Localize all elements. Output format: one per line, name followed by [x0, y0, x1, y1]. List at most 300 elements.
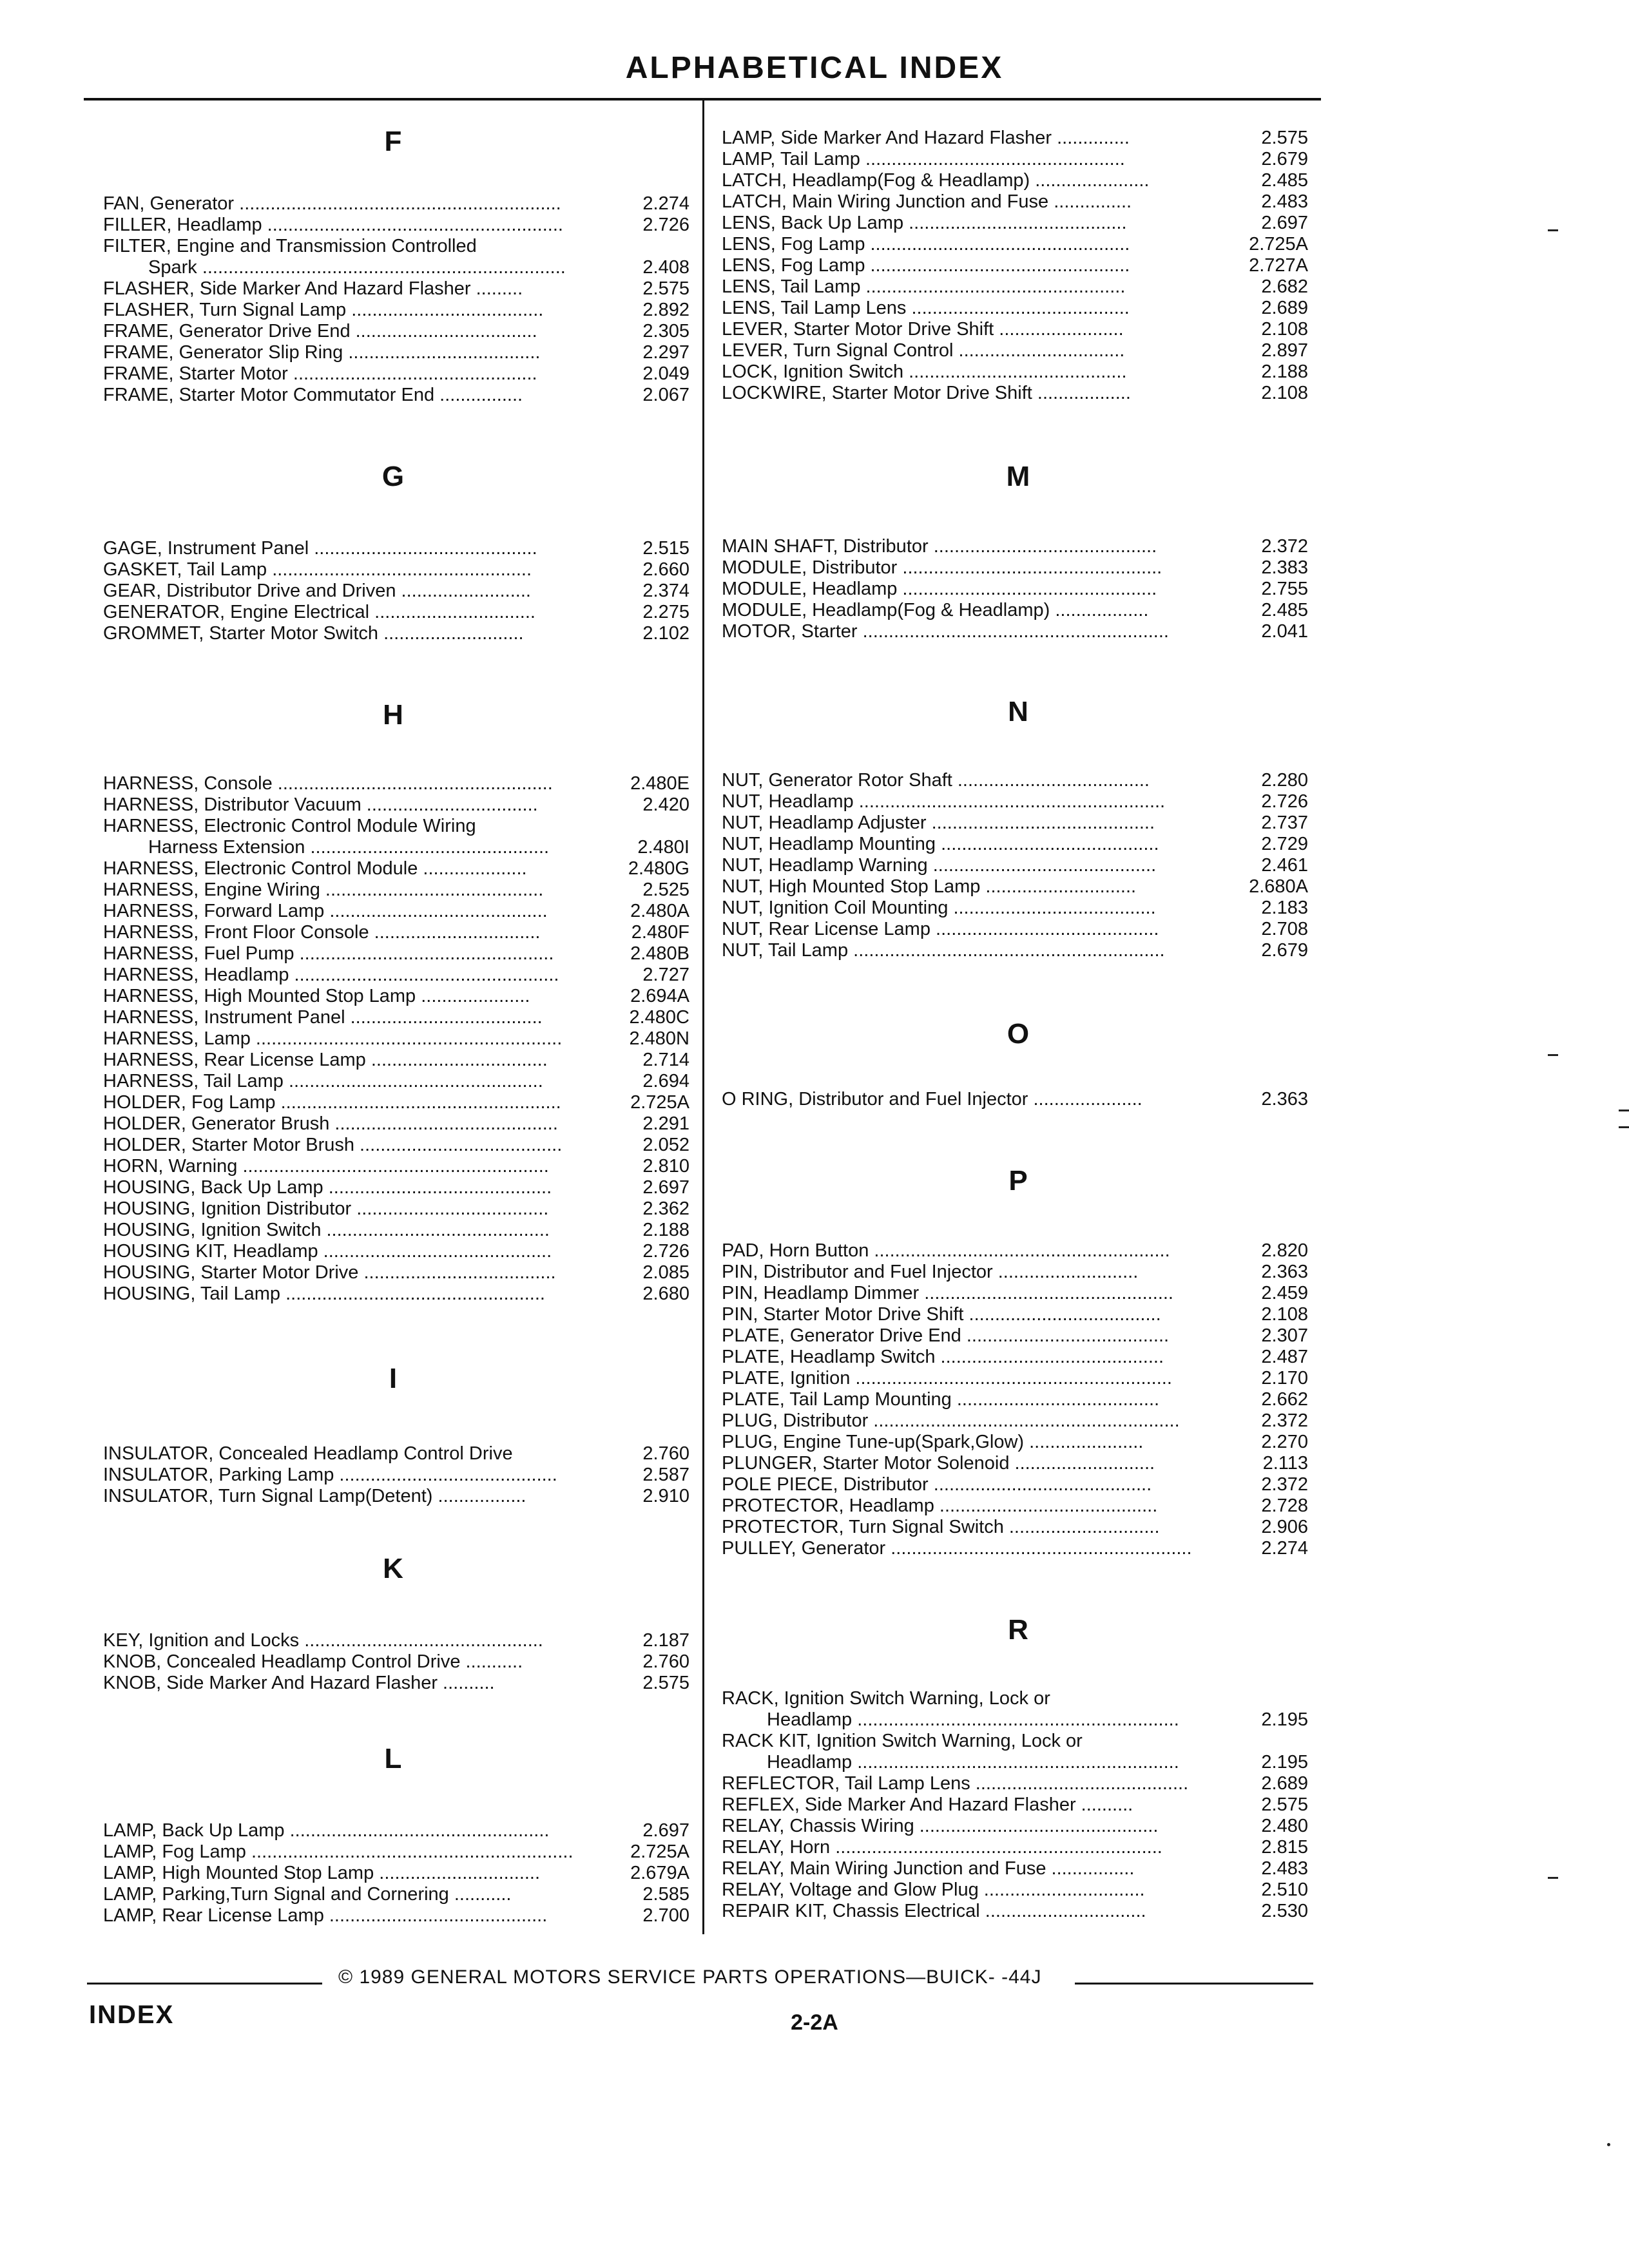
- section-letter: F: [384, 126, 402, 157]
- entry-page-ref: 2.085: [642, 1262, 689, 1283]
- entry-page-ref: 2.575: [642, 278, 689, 299]
- entry-page-ref: 2.587: [642, 1465, 689, 1485]
- entry-page-ref: 2.820: [1261, 1240, 1308, 1261]
- section-letter: H: [383, 699, 403, 731]
- index-entry: [103, 858, 689, 879]
- entry-page-ref: 2.575: [642, 1673, 689, 1693]
- entry-page-ref: 2.408: [642, 257, 689, 278]
- entry-page-ref: 2.725A: [1249, 234, 1308, 255]
- entry-label: HOLDER, Starter Motor Brush .......................................: [103, 1135, 563, 1155]
- entry-label: HARNESS, Electronic Control Module Wiring: [103, 816, 476, 836]
- entry-label: INSULATOR, Parking Lamp ..........................................: [103, 1465, 557, 1485]
- index-list: [722, 1688, 1308, 1922]
- entry-label: NUT, Tail Lamp ............................................................: [722, 940, 1165, 961]
- index-entry: [722, 170, 1308, 191]
- entry-page-ref: 2.910: [642, 1486, 689, 1506]
- dot-mark: [1607, 2143, 1610, 2146]
- entry-label: PIN, Headlamp Dimmer ................................................: [722, 1283, 1173, 1303]
- entry-page-ref: 2.487: [1261, 1347, 1308, 1367]
- index-entry: [722, 1773, 1308, 1794]
- section-letter: O: [1007, 1018, 1030, 1050]
- entry-page-ref: 2.662: [1261, 1389, 1308, 1410]
- index-entry: [103, 901, 689, 922]
- edge-mark: [1548, 1877, 1558, 1879]
- index-entry: [722, 579, 1308, 600]
- index-entry: [722, 1731, 1186, 1752]
- entry-label: RELAY, Chassis Wiring ..............................................: [722, 1816, 1159, 1836]
- entry-label: HARNESS, Instrument Panel .....................................: [103, 1007, 543, 1028]
- entry-page-ref: 2.679: [1261, 149, 1308, 169]
- entry-page-ref: 2.280: [1261, 770, 1308, 791]
- entry-page-ref: 2.725A: [630, 1841, 689, 1862]
- entry-label: MOTOR, Starter ...........................................................: [722, 621, 1169, 642]
- section-letter: I: [389, 1363, 398, 1394]
- index-entry: [103, 1262, 689, 1283]
- entry-label: LAMP, Back Up Lamp ..................................................: [103, 1820, 550, 1841]
- entry-label: RELAY, Main Wiring Junction and Fuse ................: [722, 1858, 1135, 1879]
- entry-label: HARNESS, High Mounted Stop Lamp .....................: [103, 986, 530, 1006]
- entry-page-ref: 2.575: [1261, 1794, 1308, 1815]
- entry-label: HARNESS, Forward Lamp ..........................................: [103, 901, 548, 921]
- entry-label: HOUSING, Back Up Lamp ...........................................: [103, 1177, 552, 1198]
- entry-label: HARNESS, Front Floor Console ................................: [103, 922, 541, 943]
- index-entry: [103, 257, 689, 278]
- index-entry: [103, 1863, 689, 1884]
- entry-label: MODULE, Distributor ..................................................: [722, 557, 1162, 578]
- entry-page-ref: 2.291: [642, 1113, 689, 1134]
- index-entry: [722, 1495, 1308, 1517]
- entry-label: NUT, Ignition Coil Mounting .......................................: [722, 898, 1156, 918]
- entry-label: GENERATOR, Engine Electrical ...............................: [103, 602, 535, 622]
- entry-page-ref: 2.679: [1261, 940, 1308, 961]
- index-entry: [103, 1050, 689, 1071]
- index-entry: [722, 876, 1308, 898]
- entry-label: GASKET, Tail Lamp ..................................................: [103, 559, 532, 580]
- entry-page-ref: 2.725A: [630, 1092, 689, 1113]
- entry-label: FILLER, Headlamp .........................................................: [103, 215, 563, 235]
- entry-page-ref: 2.689: [1261, 1773, 1308, 1794]
- entry-label: HARNESS, Electronic Control Module ....................: [103, 858, 527, 879]
- index-list: [103, 1630, 689, 1694]
- index-entry: [103, 215, 689, 236]
- footer-rule-left: [87, 1983, 322, 1984]
- entry-page-ref: 2.459: [1261, 1283, 1308, 1303]
- entry-page-ref: 2.188: [1261, 361, 1308, 382]
- entry-page-ref: 2.660: [642, 559, 689, 580]
- edge-mark: [1548, 229, 1558, 231]
- entry-label: INSULATOR, Turn Signal Lamp(Detent) .................: [103, 1486, 526, 1506]
- index-entry: [103, 1673, 689, 1694]
- index-entry: [103, 1283, 689, 1305]
- section-letter: G: [381, 461, 405, 492]
- entry-label: NUT, Headlamp Adjuster ...........................................: [722, 812, 1155, 833]
- index-entry: [722, 898, 1308, 919]
- entry-page-ref: 2.363: [1261, 1089, 1308, 1110]
- edge-mark: [1548, 1054, 1558, 1056]
- entry-page-ref: 2.480G: [628, 858, 689, 879]
- entry-label: LOCK, Ignition Switch ..........................................: [722, 361, 1127, 382]
- entry-label: LENS, Fog Lamp ..................................................: [722, 234, 1130, 255]
- entry-label: Harness Extension ..............................................: [148, 837, 550, 858]
- index-entry: [722, 1089, 1308, 1110]
- index-entry: [722, 298, 1308, 319]
- index-entry: [722, 276, 1308, 298]
- index-entry: [722, 1538, 1308, 1559]
- entry-label: LEVER, Turn Signal Control ................................: [722, 340, 1125, 361]
- index-entry: [103, 922, 689, 943]
- entry-page-ref: 2.697: [1261, 213, 1308, 233]
- entry-page-ref: 2.815: [1261, 1837, 1308, 1858]
- entry-label: NUT, Headlamp ...........................................................: [722, 791, 1166, 812]
- index-entry: [103, 1113, 689, 1135]
- entry-label: RACK, Ignition Switch Warning, Lock or: [722, 1688, 1050, 1709]
- entry-label: HOUSING, Ignition Switch ...........................................: [103, 1220, 550, 1240]
- entry-label: HOUSING, Starter Motor Drive .....................................: [103, 1262, 556, 1283]
- index-entry: [103, 837, 689, 858]
- index-entry: [103, 559, 689, 581]
- index-entry: [103, 1071, 689, 1092]
- index-entry: [103, 193, 689, 215]
- index-entry: [722, 1325, 1308, 1347]
- index-entry: [103, 1241, 689, 1262]
- entry-label: REFLEX, Side Marker And Hazard Flasher ..........: [722, 1794, 1133, 1815]
- entry-label: PLATE, Generator Drive End .......................................: [722, 1325, 1170, 1346]
- index-list: [722, 536, 1308, 642]
- entry-page-ref: 2.108: [1261, 319, 1308, 340]
- page-title: ALPHABETICAL INDEX: [625, 51, 1004, 85]
- index-entry: [722, 1432, 1308, 1453]
- entry-label: GROMMET, Starter Motor Switch ...........................: [103, 623, 524, 644]
- index-entry: [103, 1630, 689, 1651]
- entry-label: O RING, Distributor and Fuel Injector .....................: [722, 1089, 1142, 1110]
- index-list: [722, 770, 1308, 961]
- index-entry: [722, 128, 1308, 149]
- entry-page-ref: 2.679A: [630, 1863, 689, 1883]
- entry-page-ref: 2.383: [1261, 557, 1308, 578]
- index-list: [103, 538, 689, 644]
- index-entry: [722, 1794, 1308, 1816]
- index-entry: [103, 965, 689, 986]
- index-entry: [103, 278, 689, 300]
- entry-page-ref: 2.195: [1261, 1752, 1308, 1773]
- entry-page-ref: 2.067: [642, 385, 689, 405]
- entry-page-ref: 2.726: [642, 215, 689, 235]
- entry-label: PLUG, Engine Tune-up(Spark,Glow) ......................: [722, 1432, 1144, 1452]
- index-entry: [722, 1752, 1308, 1773]
- entry-page-ref: 2.041: [1261, 621, 1308, 642]
- index-list: [722, 128, 1308, 404]
- entry-label: LENS, Tail Lamp ..................................................: [722, 276, 1126, 297]
- entry-page-ref: 2.728: [1261, 1495, 1308, 1516]
- index-entry: [103, 1156, 689, 1177]
- entry-page-ref: 2.483: [1261, 1858, 1308, 1879]
- entry-label: HOUSING KIT, Headlamp ............................................: [103, 1241, 552, 1262]
- entry-page-ref: 2.195: [1261, 1709, 1308, 1730]
- entry-page-ref: 2.183: [1261, 898, 1308, 918]
- index-entry: [722, 1474, 1308, 1495]
- index-entry: [103, 538, 689, 559]
- entry-label: Spark ......................................................................: [148, 257, 566, 278]
- index-entry: [722, 536, 1308, 557]
- index-entry: [103, 986, 689, 1007]
- page-number: 2-2A: [791, 2010, 838, 2035]
- section-letter: N: [1008, 696, 1028, 727]
- entry-page-ref: 2.108: [1261, 383, 1308, 403]
- entry-page-ref: 2.810: [642, 1156, 689, 1177]
- index-entry: [103, 321, 689, 342]
- entry-page-ref: 2.714: [642, 1050, 689, 1070]
- index-entry: [103, 623, 689, 644]
- index-entry: [103, 602, 689, 623]
- entry-label: FLASHER, Side Marker And Hazard Flasher .........: [103, 278, 523, 299]
- entry-label: REPAIR KIT, Chassis Electrical ...............................: [722, 1901, 1146, 1921]
- entry-label: REFLECTOR, Tail Lamp Lens .........................................: [722, 1773, 1189, 1794]
- index-entry: [103, 385, 689, 406]
- entry-page-ref: 2.113: [1262, 1453, 1308, 1474]
- entry-label: PAD, Horn Button .........................................................: [722, 1240, 1170, 1261]
- section-letter: K: [383, 1553, 403, 1584]
- index-entry: [722, 600, 1308, 621]
- index-list: [103, 773, 689, 1305]
- entry-label: FRAME, Starter Motor Commutator End ................: [103, 385, 523, 405]
- entry-label: KNOB, Side Marker And Hazard Flasher ..........: [103, 1673, 495, 1693]
- index-entry: [103, 879, 689, 901]
- footer-rule-right: [1075, 1983, 1313, 1984]
- entry-page-ref: 2.897: [1261, 340, 1308, 361]
- index-entry: [722, 1389, 1308, 1410]
- index-entry: [103, 1028, 689, 1050]
- entry-page-ref: 2.372: [1261, 1410, 1308, 1431]
- index-entry: [722, 940, 1308, 961]
- edge-mark: [1619, 1126, 1629, 1128]
- entry-page-ref: 2.708: [1261, 919, 1308, 939]
- index-entry: [722, 1837, 1308, 1858]
- entry-label: HARNESS, Headlamp ...................................................: [103, 965, 559, 985]
- entry-page-ref: 2.737: [1261, 812, 1308, 833]
- edge-mark: [1619, 1110, 1629, 1111]
- entry-page-ref: 2.729: [1261, 834, 1308, 854]
- entry-page-ref: 2.700: [642, 1905, 689, 1926]
- entry-label: MAIN SHAFT, Distributor ...........................................: [722, 536, 1157, 557]
- entry-page-ref: 2.305: [642, 321, 689, 341]
- entry-label: LAMP, Rear License Lamp ..........................................: [103, 1905, 548, 1926]
- entry-page-ref: 2.049: [642, 363, 689, 384]
- entry-label: HOUSING, Tail Lamp ..................................................: [103, 1283, 545, 1304]
- entry-label: NUT, High Mounted Stop Lamp .............................: [722, 876, 1137, 897]
- entry-page-ref: 2.726: [642, 1241, 689, 1262]
- footer-copyright: © 1989 GENERAL MOTORS SERVICE PARTS OPERATIONS—BUICK- -44J: [338, 1966, 1042, 1988]
- entry-page-ref: 2.270: [1261, 1432, 1308, 1452]
- index-entry: [103, 581, 689, 602]
- entry-page-ref: 2.892: [642, 300, 689, 320]
- entry-label: MODULE, Headlamp(Fog & Headlamp) ..................: [722, 600, 1149, 620]
- entry-label: HARNESS, Engine Wiring ..........................................: [103, 879, 544, 900]
- index-entry: [722, 1816, 1308, 1837]
- entry-label: LENS, Tail Lamp Lens ..........................................: [722, 298, 1130, 318]
- section-letter: M: [1006, 461, 1030, 492]
- entry-page-ref: 2.480N: [629, 1028, 689, 1049]
- entry-page-ref: 2.515: [642, 538, 689, 559]
- entry-page-ref: 2.480B: [630, 943, 689, 964]
- index-entry: [722, 1410, 1308, 1432]
- entry-label: PIN, Starter Motor Drive Shift .....................................: [722, 1304, 1161, 1325]
- entry-label: FILTER, Engine and Transmission Controlled: [103, 236, 477, 256]
- entry-label: FLASHER, Turn Signal Lamp .....................................: [103, 300, 544, 320]
- entry-label: LENS, Back Up Lamp ..........................................: [722, 213, 1127, 233]
- index-list: [103, 193, 689, 406]
- entry-page-ref: 2.480F: [631, 922, 689, 943]
- entry-label: LAMP, Parking,Turn Signal and Cornering ...........: [103, 1884, 512, 1905]
- entry-page-ref: 2.187: [642, 1630, 689, 1651]
- entry-label: FRAME, Generator Drive End ...................................: [103, 321, 537, 341]
- entry-label: KEY, Ignition and Locks ..............................................: [103, 1630, 543, 1651]
- entry-page-ref: 2.760: [642, 1443, 689, 1464]
- entry-label: INSULATOR, Concealed Headlamp Control Drive: [103, 1443, 513, 1464]
- entry-label: GAGE, Instrument Panel ...........................................: [103, 538, 537, 559]
- index-entry: [103, 300, 689, 321]
- index-entry: [722, 1453, 1308, 1474]
- entry-label: NUT, Generator Rotor Shaft .....................................: [722, 770, 1150, 791]
- entry-page-ref: 2.760: [642, 1651, 689, 1672]
- index-entry: [722, 812, 1308, 834]
- entry-page-ref: 2.485: [1261, 600, 1308, 620]
- index-entry: [103, 236, 689, 257]
- entry-page-ref: 2.680: [642, 1283, 689, 1304]
- entry-label: LENS, Fog Lamp ..................................................: [722, 255, 1130, 276]
- entry-label: HARNESS, Tail Lamp .................................................: [103, 1071, 543, 1091]
- entry-label: LAMP, Tail Lamp ..................................................: [722, 149, 1125, 169]
- entry-label: HORN, Warning ...........................................................: [103, 1156, 549, 1177]
- entry-label: PLUNGER, Starter Motor Solenoid ...........................: [722, 1453, 1155, 1474]
- index-entry: [722, 1283, 1308, 1304]
- entry-page-ref: 2.108: [1261, 1304, 1308, 1325]
- section-letter: P: [1008, 1165, 1028, 1196]
- entry-page-ref: 2.694: [642, 1071, 689, 1091]
- entry-page-ref: 2.274: [642, 193, 689, 214]
- entry-page-ref: 2.680A: [1249, 876, 1308, 897]
- entry-page-ref: 2.480I: [637, 837, 689, 858]
- entry-label: PIN, Distributor and Fuel Injector ...........................: [722, 1262, 1139, 1282]
- index-entry: [103, 1007, 689, 1028]
- entry-label: LATCH, Main Wiring Junction and Fuse ...............: [722, 191, 1132, 212]
- entry-page-ref: 2.727: [642, 965, 689, 985]
- index-entry: [103, 342, 689, 363]
- entry-page-ref: 2.372: [1261, 536, 1308, 557]
- entry-label: PROTECTOR, Headlamp ..........................................: [722, 1495, 1158, 1516]
- entry-page-ref: 2.275: [642, 602, 689, 622]
- entry-page-ref: 2.694A: [630, 986, 689, 1006]
- entry-label: PROTECTOR, Turn Signal Switch .............................: [722, 1517, 1160, 1537]
- index-entry: [103, 1841, 689, 1863]
- entry-page-ref: 2.682: [1261, 276, 1308, 297]
- entry-label: HOLDER, Generator Brush ...........................................: [103, 1113, 558, 1134]
- index-entry: [722, 1901, 1308, 1922]
- entry-label: GEAR, Distributor Drive and Driven .........................: [103, 581, 531, 601]
- entry-label: MODULE, Headlamp .................................................: [722, 579, 1157, 599]
- entry-label: LATCH, Headlamp(Fog & Headlamp) ......................: [722, 170, 1150, 191]
- entry-page-ref: 2.102: [642, 623, 689, 644]
- index-entry: [722, 919, 1308, 940]
- index-list: [722, 1240, 1308, 1559]
- entry-label: NUT, Rear License Lamp ...........................................: [722, 919, 1159, 939]
- index-entry: [103, 943, 689, 965]
- index-entry: [103, 1177, 689, 1198]
- index-entry: [722, 361, 1308, 383]
- entry-page-ref: 2.727A: [1249, 255, 1308, 276]
- entry-label: RELAY, Voltage and Glow Plug ...............................: [722, 1879, 1145, 1900]
- index-entry: [722, 1688, 1186, 1709]
- entry-label: PLATE, Headlamp Switch ...........................................: [722, 1347, 1164, 1367]
- index-entry: [103, 1820, 689, 1841]
- index-entry: [722, 1709, 1308, 1731]
- index-entry: [722, 1240, 1308, 1262]
- index-entry: [722, 855, 1308, 876]
- index-entry: [722, 621, 1308, 642]
- entry-page-ref: 2.420: [642, 794, 689, 815]
- index-entry: [103, 1465, 689, 1486]
- index-entry: [103, 1905, 689, 1927]
- entry-label: KNOB, Concealed Headlamp Control Drive ...........: [103, 1651, 523, 1672]
- entry-page-ref: 2.585: [642, 1884, 689, 1905]
- entry-page-ref: 2.510: [1261, 1879, 1308, 1900]
- index-list: [722, 1089, 1308, 1110]
- entry-label: Headlamp ..............................................................: [767, 1752, 1179, 1773]
- entry-page-ref: 2.575: [1261, 128, 1308, 148]
- index-entry: [722, 557, 1308, 579]
- entry-label: FAN, Generator ..............................................................: [103, 193, 561, 214]
- entry-label: LEVER, Starter Motor Drive Shift ........................: [722, 319, 1124, 340]
- index-list: [103, 1443, 689, 1507]
- entry-page-ref: 2.372: [1261, 1474, 1308, 1495]
- index-entry: [103, 816, 689, 837]
- entry-page-ref: 2.525: [642, 879, 689, 900]
- index-entry: [103, 1198, 689, 1220]
- entry-label: HARNESS, Fuel Pump .................................................: [103, 943, 554, 964]
- index-entry: [103, 794, 689, 816]
- index-entry: [722, 834, 1308, 855]
- entry-page-ref: 2.726: [1261, 791, 1308, 812]
- entry-page-ref: 2.307: [1261, 1325, 1308, 1346]
- index-entry: [722, 1368, 1308, 1389]
- entry-label: RACK KIT, Ignition Switch Warning, Lock or: [722, 1731, 1083, 1751]
- entry-page-ref: 2.297: [642, 342, 689, 363]
- entry-label: PULLEY, Generator ..........................................................: [722, 1538, 1192, 1559]
- entry-page-ref: 2.483: [1261, 191, 1308, 212]
- index-entry: [722, 791, 1308, 812]
- section-letter: R: [1008, 1614, 1028, 1646]
- entry-page-ref: 2.697: [642, 1177, 689, 1198]
- index-entry: [103, 1443, 689, 1465]
- entry-label: HARNESS, Console .....................................................: [103, 773, 553, 794]
- entry-page-ref: 2.274: [1261, 1538, 1308, 1559]
- index-entry: [722, 255, 1308, 276]
- entry-label: FRAME, Starter Motor ...............................................: [103, 363, 537, 384]
- index-entry: [722, 383, 1308, 404]
- index-entry: [103, 1220, 689, 1241]
- column-divider: [702, 98, 704, 1934]
- entry-page-ref: 2.374: [642, 581, 689, 601]
- entry-page-ref: 2.755: [1261, 579, 1308, 599]
- entry-page-ref: 2.485: [1261, 170, 1308, 191]
- index-entry: [722, 149, 1308, 170]
- entry-page-ref: 2.906: [1261, 1517, 1308, 1537]
- entry-label: LAMP, Side Marker And Hazard Flasher ..............: [722, 128, 1130, 148]
- entry-page-ref: 2.480E: [630, 773, 689, 794]
- entry-page-ref: 2.480A: [630, 901, 689, 921]
- entry-page-ref: 2.170: [1261, 1368, 1308, 1389]
- entry-label: LOCKWIRE, Starter Motor Drive Shift ..................: [722, 383, 1131, 403]
- entry-label: LAMP, Fog Lamp ..............................................................: [103, 1841, 574, 1862]
